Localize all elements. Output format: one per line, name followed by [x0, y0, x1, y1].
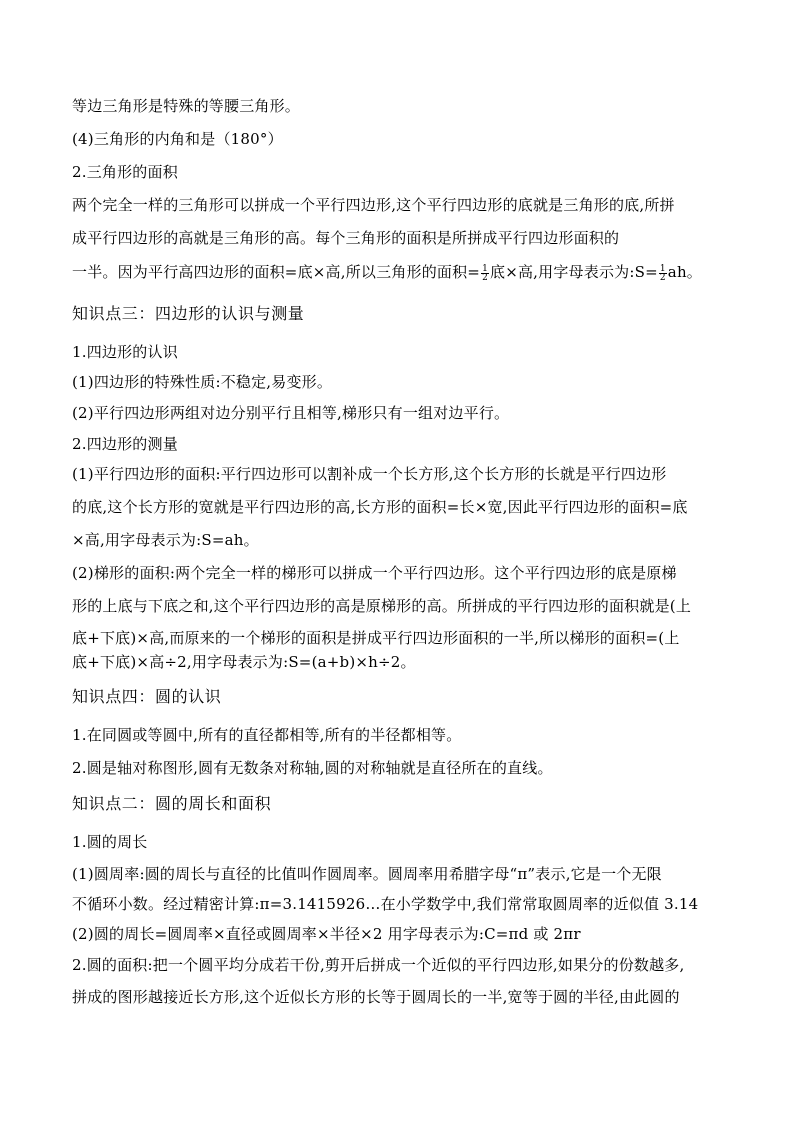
text-line: 的底,这个长方形的宽就是平行四边形的高,长方形的面积=长×宽,因此平行四边形的面积=底: [72, 498, 688, 516]
formula-text: 底×高,用字母表示为:S=: [490, 263, 658, 281]
section-heading: 知识点二：圆的周长和面积: [72, 794, 272, 813]
fraction-one-half: [659, 265, 667, 282]
text-line: 2.圆的面积:把一个圆平均分成若干份,剪开后拼成一个近似的平行四边形,如果分的份数越多,: [72, 956, 685, 974]
fraction-numerator: 1: [659, 263, 666, 274]
text-line: (2)梯形的面积:两个完全一样的梯形可以拼成一个平行四边形。这个平行四边形的底是原梯: [72, 564, 677, 582]
text-line: 两个完全一样的三角形可以拼成一个平行四边形,这个平行四边形的底就是三角形的底,所拼: [72, 196, 675, 214]
text-line: 2.圆是轴对称图形,圆有无数条对称轴,圆的对称轴就是直径所在的直线。: [72, 759, 553, 777]
subsection-heading: 2.三角形的面积: [72, 163, 178, 181]
text-line: (1)四边形的特殊性质:不稳定,易变形。: [72, 373, 333, 391]
fraction-denominator: 2: [482, 272, 489, 283]
text-line: 拼成的图形越接近长方形,这个近似长方形的长等于圆周长的一半,宽等于圆的半径,由此圆的: [72, 988, 680, 1006]
subsection-heading: 1.圆的周长: [72, 833, 148, 851]
text-line-with-formula: [72, 262, 702, 284]
section-heading: 知识点四：圆的认识: [72, 687, 222, 706]
text-line: 形的上底与下底之和,这个平行四边形的高是原梯形的高。所拼成的平行四边形的面积就是(上: [72, 597, 692, 615]
subsection-heading: 2.四边形的测量: [72, 435, 178, 453]
fraction-one-half: [481, 265, 489, 282]
text-line: 等边三角形是特殊的等腰三角形。: [72, 97, 301, 115]
text-line: (1)平行四边形的面积:平行四边形可以割补成一个长方形,这个长方形的长就是平行四边形: [72, 465, 667, 483]
text-line: (2)平行四边形两组对边分别平行且相等,梯形只有一组对边平行。: [72, 404, 510, 422]
fraction-denominator: 2: [659, 272, 666, 283]
formula-text: 一半。因为平行高四边形的面积=底×高,所以三角形的面积=: [72, 263, 481, 281]
text-line: 底+下底)×高÷2,用字母表示为:S=(a+b)×h÷2。: [72, 653, 416, 671]
text-line: (4)三角形的内角和是（180°）: [72, 130, 283, 148]
subsection-heading: 1.四边形的认识: [72, 343, 178, 361]
text-line: 成平行四边形的高就是三角形的高。每个三角形的面积是所拼成平行四边形面积的: [72, 229, 620, 247]
formula-text: ah。: [667, 263, 703, 281]
text-line: (1)圆周率:圆的周长与直径的比值叫作圆周率。圆周率用希腊字母“π”表示,它是一个无限: [72, 865, 662, 883]
text-line: (2)圆的周长=圆周率×直径或圆周率×半径×2 用字母表示为:C=πd 或 2πr: [72, 925, 581, 943]
section-heading: 知识点三：四边形的认识与测量: [72, 304, 305, 323]
text-line: 1.在同圆或等圆中,所有的直径都相等,所有的半径都相等。: [72, 726, 462, 744]
text-line: 底+下底)×高,而原来的一个梯形的面积是拼成平行四边形面积的一半,所以梯形的面积=(上: [72, 629, 680, 647]
text-line: ×高,用字母表示为:S=ah。: [72, 531, 259, 549]
text-line: 不循环小数。经过精密计算:π=3.1415926…在小学数学中,我们常常取圆周率的近似值 3.14: [72, 895, 699, 913]
fraction-numerator: 1: [482, 263, 489, 274]
